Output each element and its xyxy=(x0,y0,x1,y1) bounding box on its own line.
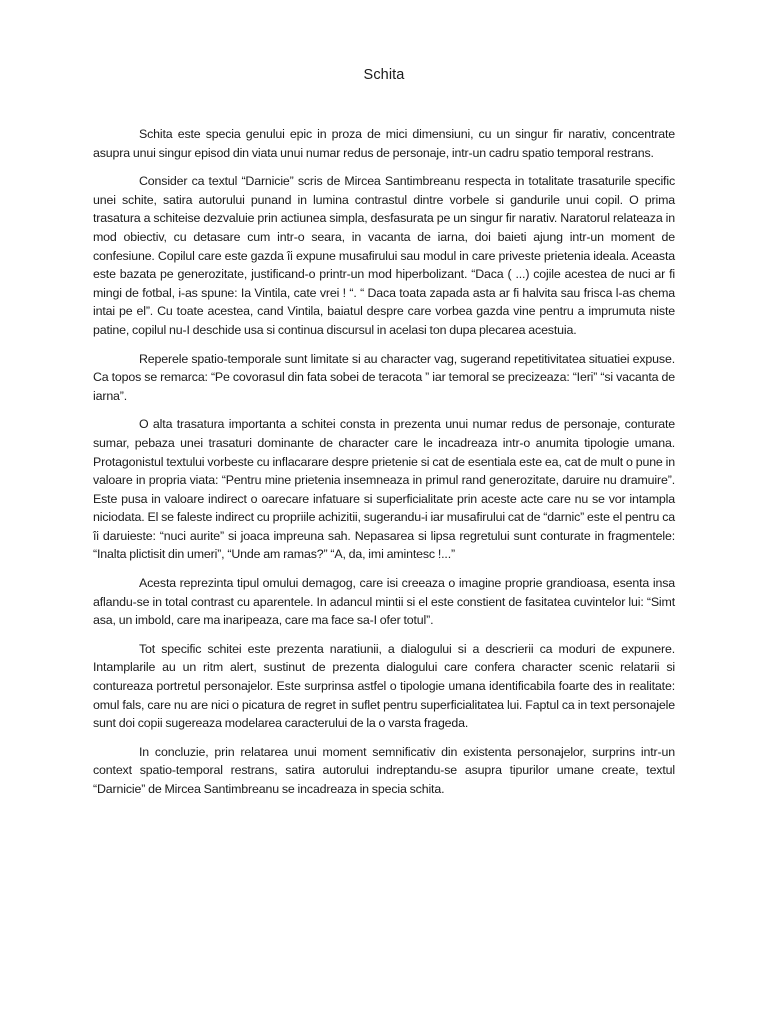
paragraph-action: Consider ca textul “Darnicie” scris de Mircea Santimbreanu respecta in totalitate trasaturile specific unei schite, satira autorului punand in lumina contrastul dintre vorbele si gandurile unui copil. O prima trasatura a schiteise dezvaluie prin actiunea simpla, desfasurata pe un singur fir narativ. Naratorul relateaza in mod obiectiv, cu detasare cum intr-o seara, in vacanta de iarna, doi baieti ajung intr-un moment de confesiune. Copilul care este gazda îi expune musafirului sau modul in care priveste prietenia ideala. Aceasta este bazata pe generozitate, justificand-o printr-un mod hiperbolizant. “Daca ( ...) cojile acestea de nuci ar fi mingi de fotbal, i-as spune: Ia Vintila, cate vrei ! “. “ Daca toata zapada asta ar fi halvita sau frisca l-as chema intai pe el”. Cu toate acestea, cand Vintila, baiatul despre care vorbea gazda vine pentru a imprumuta niste patine, copilul nu-I deschide usa si continua discursul in acelasi ton dupa plecarea acestuia. xyxy=(93,174,675,337)
paragraph-spatio-temporal: Reperele spatio-temporale sunt limitate si au character vag, sugerand repetitivitatea situatiei expuse. Ca topos se remarca: “Pe covorasul din fata sobei de teracota ” iar temoral se precizeaza: “Ieri” “si vacanta de iarna”. xyxy=(93,351,675,403)
paragraph-definition: Schita este specia genului epic in proza de mici dimensiuni, cu un singur fir narativ, concentrate asupra unui singur episod din viata unui numar redus de personaje, intr-un cadru spatio temporal restrans. xyxy=(93,127,675,160)
paragraph-conclusion: In concluzie, prin relatarea unui moment semnificativ din existenta personajelor, surprins intr-un context spatio-temporal restrans, satira autorului indreptandu-se asupra tipurilor umane create, textul “Darnicie” de Mircea Santimbreanu se incadreaza in specia schita. xyxy=(93,744,675,796)
document-body xyxy=(93,125,675,809)
paragraph-demagog: Acesta reprezinta tipul omului demagog, care isi creeaza o imagine proprie grandioasa, esenta insa aflandu-se in total contrast cu aparentele. In adancul mintii si el este constient de fasitatea cuvintelor lui: “Simt asa, un imbold, care ma inaripeaza, care ma face sa-I ofer totul”. xyxy=(93,576,675,628)
document-title: Schita xyxy=(363,67,405,83)
paragraph-modes-of-expression: Tot specific schitei este prezenta naratiunii, a dialogului si a descrierii ca moduri de expunere. Intamplarile au un ritm alert, sustinut de prezenta dialogului care confera character scenic relatarii si contureaza portretul personajelor. Este surprinsa astfel o tipologie umana identificabila foarte des in realitate: omul fals, care nu are nici o picatura de regret in suflet pentru superficialitatea lui. Faptul ca in text personajele sunt doi copii sugereaza modelarea caracterului de la o varsta frageda. xyxy=(93,641,675,731)
paragraph-characters: O alta trasatura importanta a schitei consta in prezenta unui numar redus de personaje, conturate sumar, pebaza unei trasaturi dominante de character care le incadreaza intr-o anumita tipologie umana. Protagonistul textului vorbeste cu inflacarare despre prietenie si cat de esentiala este ea, cat de mult o pune in valoare in propria viata: “Pentru mine prietenia insemneaza in primul rand generozitate, daruire nu dramuire”. Este pusa in valoare indirect o oarecare infatuare si superficialitate prin aceste acte care nu se vor intampla niciodata. El se faleste indirect cu propriile achizitii, sugerandu-i iar musafirului cat de “darnic” este el pentru ca îi daruieste: “nuci aurite” si joaca impreuna sah. Nepasarea si lipsa regretului sunt conturate in fragmentele: “Inalta plictisit din umeri”, “Unde am ramas?” “A, da, imi amintesc !...” xyxy=(93,417,675,562)
